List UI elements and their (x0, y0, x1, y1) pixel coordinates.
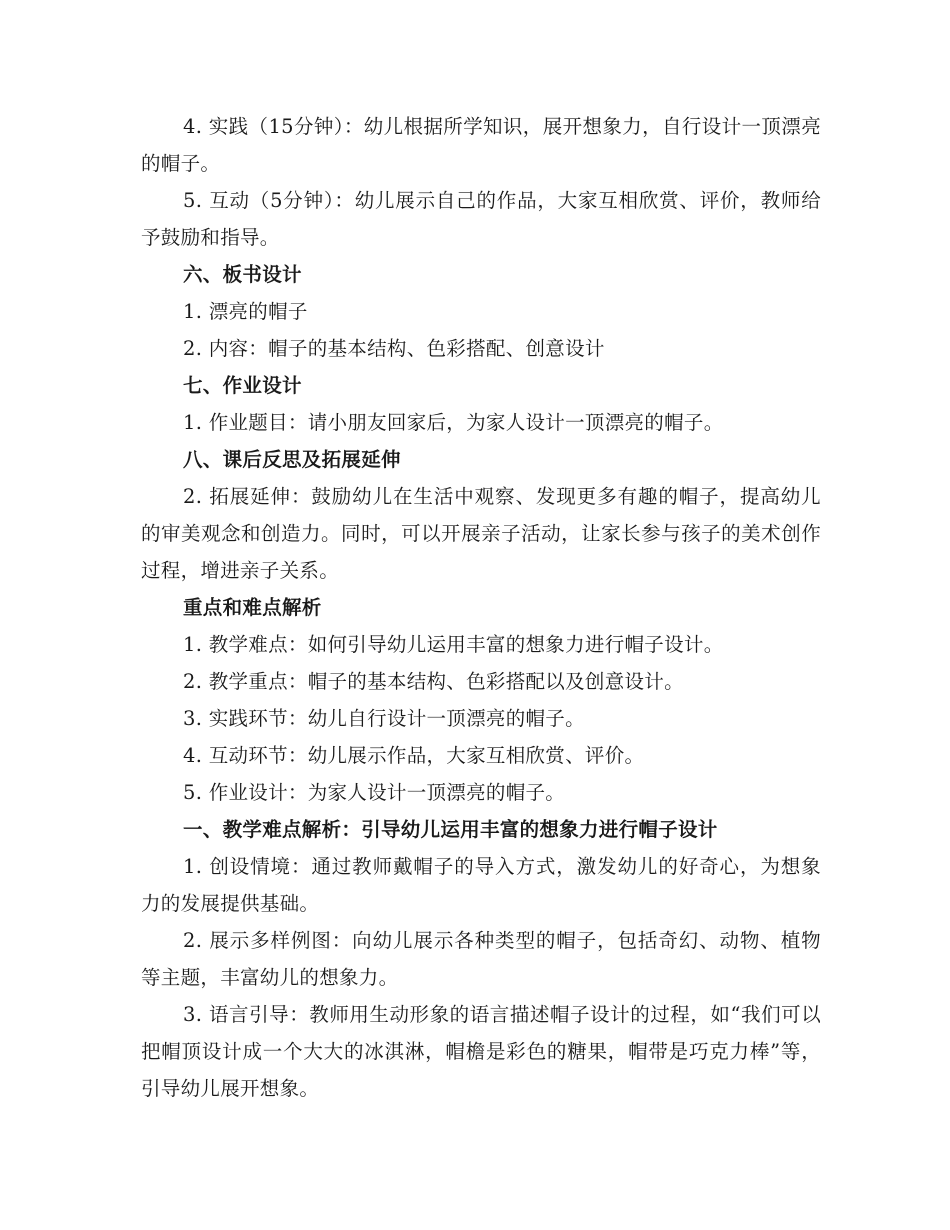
analysis-item-2: 2. 展示多样例图：向幼儿展示各种类型的帽子，包括奇幻、动物、植物等主题，丰富幼儿的想象力。 (141, 929, 821, 989)
section-heading-reflection: 八、课后反思及拓展延伸 (183, 448, 401, 471)
homework-item-1: 1. 作业题目：请小朋友回家后，为家人设计一顶漂亮的帽子。 (183, 411, 724, 434)
section-heading-blackboard: 六、板书设计 (183, 263, 302, 286)
analysis-item-1: 1. 创设情境：通过教师戴帽子的导入方式，激发幼儿的好奇心，为想象力的发展提供基础。 (141, 855, 821, 915)
section-heading-homework: 七、作业设计 (183, 374, 302, 397)
key-point-5: 5. 作业设计：为家人设计一顶漂亮的帽子。 (183, 781, 566, 804)
key-point-2: 2. 教学重点：帽子的基本结构、色彩搭配以及创意设计。 (183, 670, 684, 693)
blackboard-item-1: 1. 漂亮的帽子 (183, 300, 308, 323)
key-point-4: 4. 互动环节：幼儿展示作品，大家互相欣赏、评价。 (183, 744, 645, 767)
key-point-3: 3. 实践环节：幼儿自行设计一顶漂亮的帽子。 (183, 707, 585, 730)
blackboard-item-2: 2. 内容：帽子的基本结构、色彩搭配、创意设计 (183, 337, 605, 360)
key-point-1: 1. 教学难点：如何引导幼儿运用丰富的想象力进行帽子设计。 (183, 633, 724, 656)
section-heading-key-points: 重点和难点解析 (183, 596, 322, 619)
interaction-step: 5. 互动（5分钟）：幼儿展示自己的作品，大家互相欣赏、评价，教师给予鼓励和指导。 (141, 189, 821, 249)
analysis-item-3: 3. 语言引导：教师用生动形象的语言描述帽子设计的过程，如“我们可以把帽顶设计成一个大大的冰淇淋，帽檐是彩色的糖果，帽带是巧克力棒”等，引导幼儿展开想象。 (141, 1003, 821, 1100)
extension-item: 2. 拓展延伸：鼓励幼儿在生活中观察、发现更多有趣的帽子，提高幼儿的审美观念和创造力。同时，可以开展亲子活动，让家长参与孩子的美术创作过程，增进亲子关系。 (141, 485, 821, 582)
document-body (141, 108, 821, 1107)
practice-step: 4. 实践（15分钟）：幼儿根据所学知识，展开想象力，自行设计一顶漂亮的帽子。 (141, 115, 821, 175)
section-heading-difficulty-analysis: 一、教学难点解析：引导幼儿运用丰富的想象力进行帽子设计 (183, 818, 718, 841)
